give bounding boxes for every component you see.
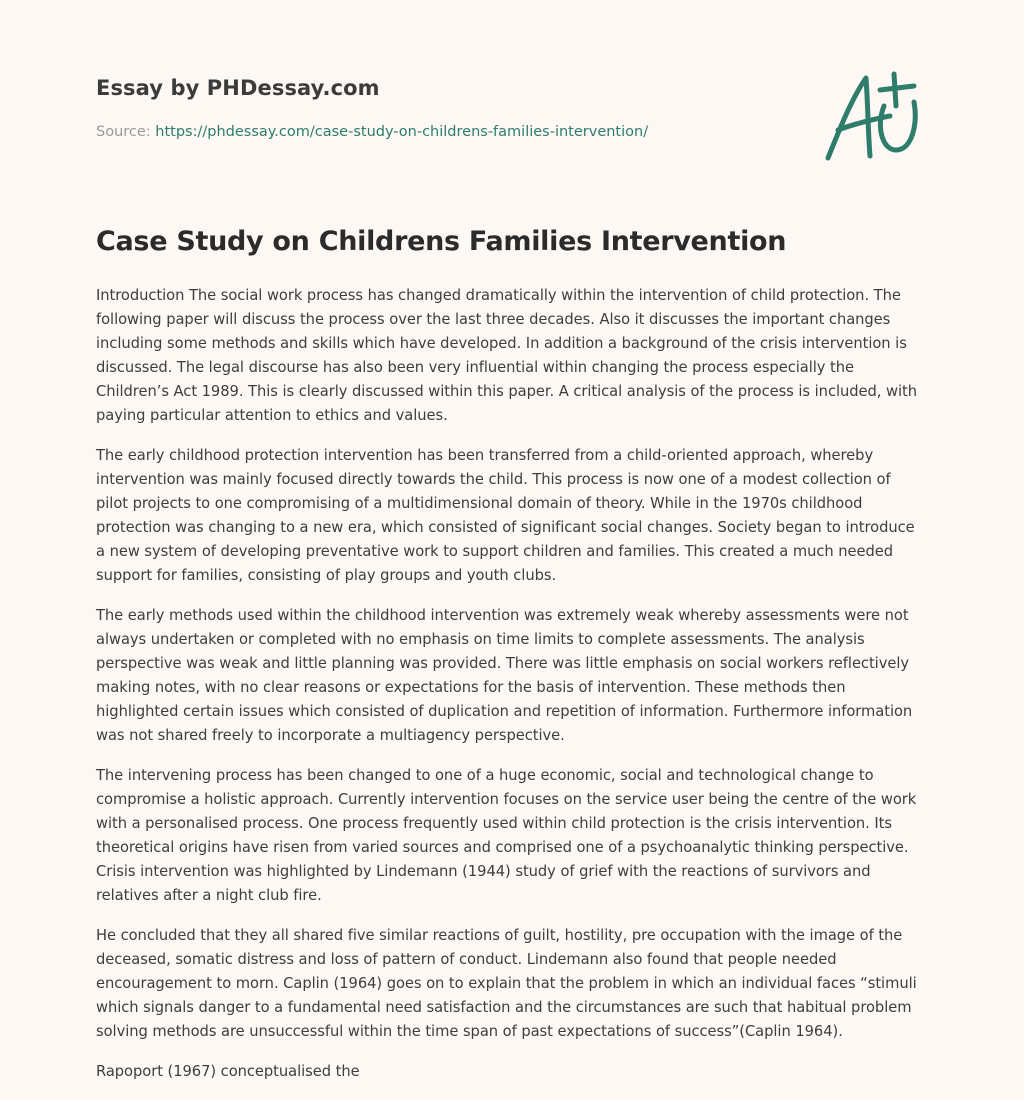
paragraph: The intervening process has been changed to one of a huge economic, social and technological change to compromise a holistic approach. Currently intervention focuses on the service user being the centre of the work with a personalised process. One process frequently used within child protection is the crisis intervention. Its theoretical origins have risen from varied sources and comprised one of a psychoanalytic thinking perspective. Crisis intervention was highlighted by Lindemann (1944) study of grief with the reactions of survivors and relatives after a night club fire.: [96, 767, 917, 904]
source-link[interactable]: https://phdessay.com/case-study-on-childrens-families-intervention/: [155, 124, 649, 140]
a-plus-logo-icon: [818, 66, 930, 168]
site-brand: Essay by PHDessay.com: [96, 76, 380, 100]
paragraph: Introduction The social work process has changed dramatically within the intervention of child protection. The following paper will discuss the process over the last three decades. Also it discusses the important changes including some methods and skills which have developed. In addition a background of the crisis intervention is discussed. The legal discourse has also been very influential within changing the process especially the Children’s Act 1989. This is clearly discussed within this paper. A critical analysis of the process is included, with paying particular attention to ethics and values.: [96, 287, 917, 424]
source-label: Source:: [96, 124, 151, 140]
paragraph: The early methods used within the childhood intervention was extremely weak whereby assessments were not always undertaken or completed with no emphasis on time limits to complete assessments. The analysis perspective was weak and little planning was provided. There was little emphasis on social workers reflectively making notes, with no clear reasons or expectations for the basis of intervention. These methods then highlighted certain issues which consisted of duplication and repetition of information. Furthermore information was not shared freely to incorporate a multiagency perspective.: [96, 607, 913, 744]
document-body: [96, 284, 926, 1100]
source-line: [96, 124, 648, 140]
document-title: Case Study on Childrens Families Intervention: [96, 226, 787, 257]
paragraph: The early childhood protection intervention has been transferred from a child-oriented approach, whereby intervention was mainly focused directly towards the child. This process is now one of a modest collection of pilot projects to one compromising of a multidimensional domain of theory. While in the 1970s childhood protection was changing to a new era, which consisted of significant social changes. Society began to introduce a new system of developing preventative work to support children and families. This created a much needed support for families, consisting of play groups and youth clubs.: [96, 447, 915, 584]
paragraph: Rapoport (1967) conceptualised the: [96, 1063, 360, 1080]
paragraph: He concluded that they all shared five similar reactions of guilt, hostility, pre occupation with the image of the deceased, somatic distress and loss of pattern of conduct. Lindemann also found that people needed encouragement to morn. Caplin (1964) goes on to explain that the problem in which an individual faces “stimuli which signals danger to a fundamental need satisfaction and the circumstances are such that habitual problem solving methods are unsuccessful within the time span of past expectations of success”(Caplin 1964).: [96, 927, 917, 1040]
